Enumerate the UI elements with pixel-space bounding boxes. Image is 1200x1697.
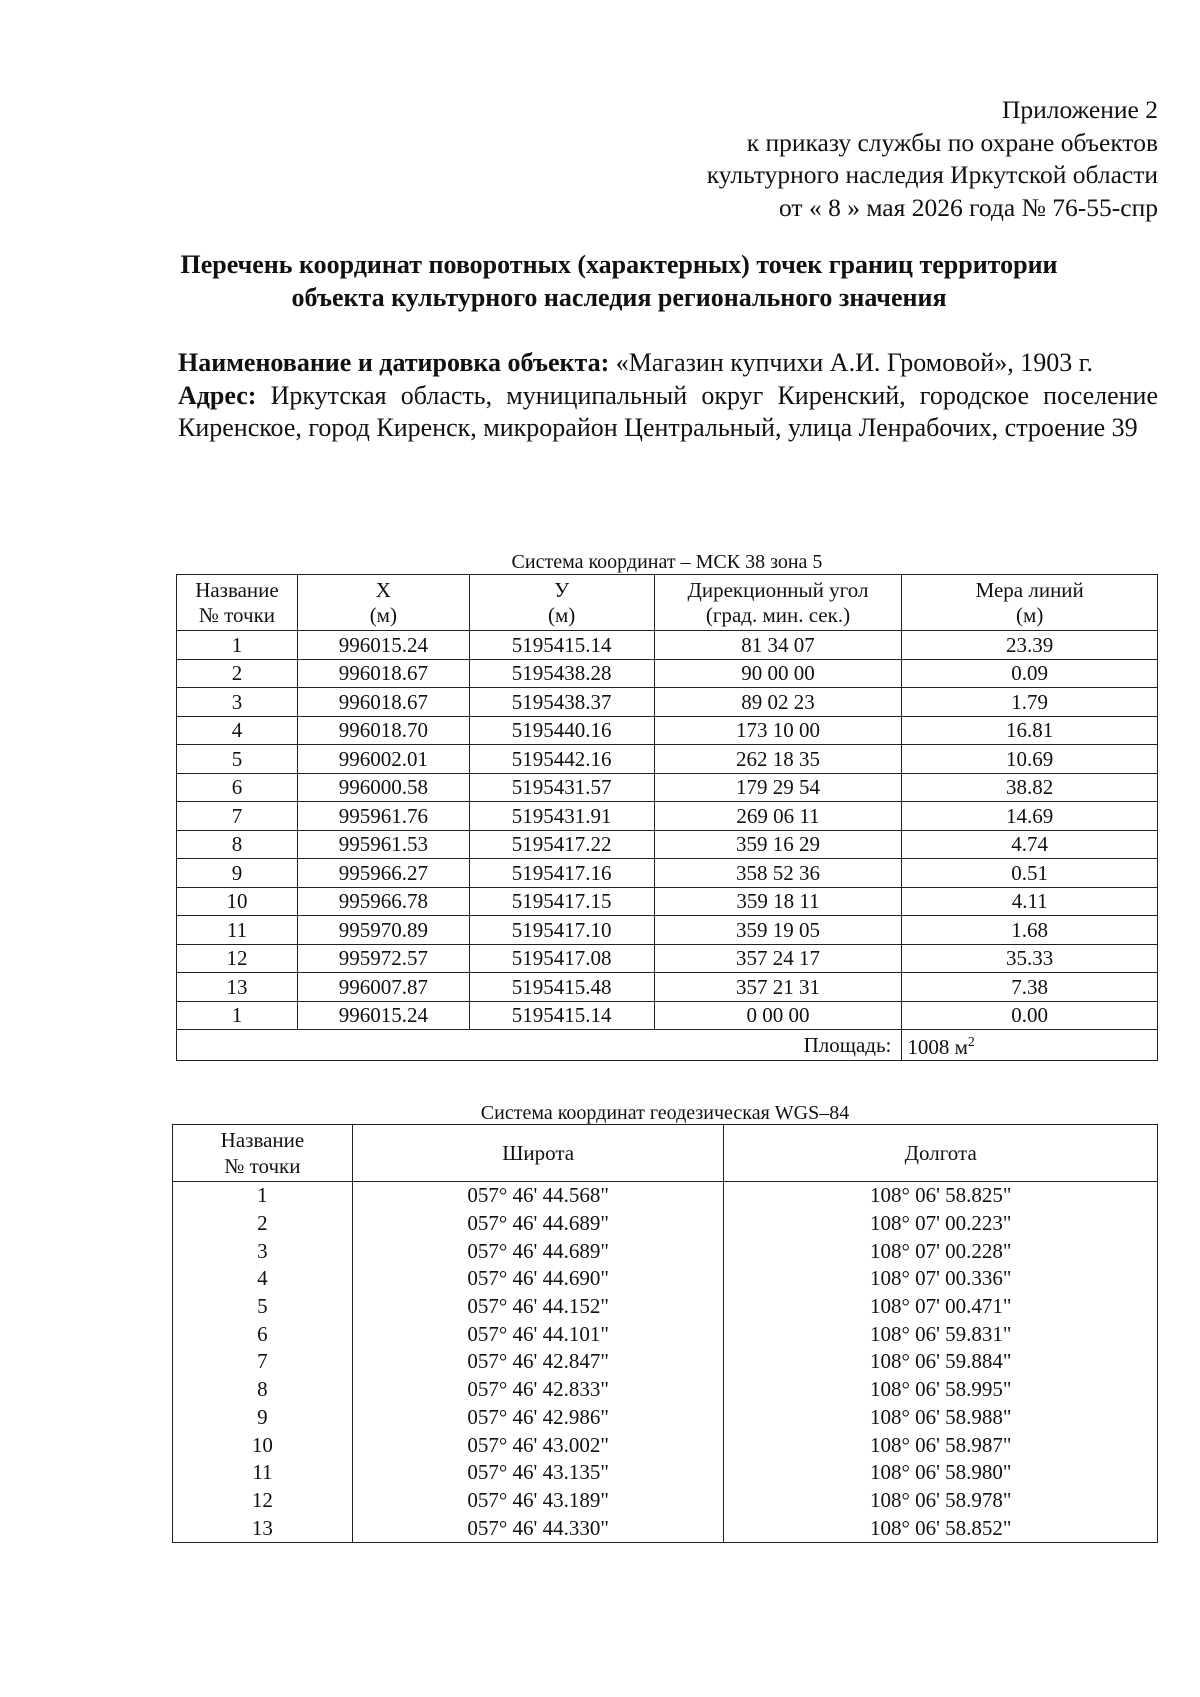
wgs-table-row — [173, 1320, 1158, 1348]
line-length-cell: 0.09 — [902, 659, 1158, 688]
object-name-paragraph — [178, 347, 1158, 380]
direction-angle-cell: 262 18 35 — [654, 745, 902, 774]
direction-angle-cell: 179 29 54 — [654, 773, 902, 802]
wgs-header-point: Название № точки — [173, 1125, 353, 1182]
x-coordinate-cell: 996018.67 — [297, 659, 469, 688]
line-length-cell: 16.81 — [902, 716, 1158, 745]
appendix-line-4: от « 8 » мая 2026 года № 76-55-спр — [779, 192, 1158, 222]
point-number-cell: 4 — [177, 716, 298, 745]
wgs-table-row — [173, 1237, 1158, 1265]
x-coordinate-cell: 996000.58 — [297, 773, 469, 802]
wgs-table-row — [173, 1265, 1158, 1293]
latitude-cell: 057° 46' 44.690" — [352, 1265, 724, 1293]
wgs-table-row — [173, 1404, 1158, 1432]
appendix-line-3: культурного наследия Иркутской области — [706, 160, 1158, 189]
point-number-cell: 10 — [173, 1431, 353, 1459]
appendix-header — [707, 94, 1158, 224]
wgs-table-row — [173, 1431, 1158, 1459]
direction-angle-cell: 269 06 11 — [654, 802, 902, 831]
msk-header-x: X (м) — [297, 575, 469, 631]
point-number-cell: 3 — [173, 1237, 353, 1265]
wgs-table-body — [173, 1182, 1158, 1543]
title-line-1: Перечень координат поворотных (характерных) точек границ территории — [180, 250, 1058, 279]
y-coordinate-cell: 5195415.48 — [469, 973, 654, 1002]
area-unit-power: 2 — [967, 1035, 975, 1050]
msk-table-row — [177, 659, 1158, 688]
point-number-cell: 1 — [177, 631, 298, 660]
point-number-cell: 2 — [177, 659, 298, 688]
latitude-cell: 057° 46' 44.568" — [352, 1182, 724, 1210]
line-length-cell: 23.39 — [902, 631, 1158, 660]
longitude-cell: 108° 06' 58.978" — [724, 1487, 1158, 1515]
wgs-table-row — [173, 1348, 1158, 1376]
object-info — [178, 347, 1158, 445]
latitude-cell: 057° 46' 44.152" — [352, 1293, 724, 1321]
object-name-value: «Магазин купчихи А.И. Громовой», 1903 г. — [615, 348, 1093, 377]
latitude-cell: 057° 46' 42.833" — [352, 1376, 724, 1404]
point-number-cell: 9 — [177, 859, 298, 888]
msk-table-row — [177, 830, 1158, 859]
msk-header-length: Мера линий (м) — [902, 575, 1158, 631]
appendix-line-1: Приложение 2 — [1002, 95, 1158, 124]
latitude-cell: 057° 46' 43.189" — [352, 1487, 724, 1515]
area-number: 1008 м — [907, 1035, 968, 1059]
point-number-cell: 6 — [177, 773, 298, 802]
wgs-table-row — [173, 1182, 1158, 1210]
longitude-cell: 108° 07' 00.336" — [724, 1265, 1158, 1293]
latitude-cell: 057° 46' 44.689" — [352, 1210, 724, 1238]
x-coordinate-cell: 996007.87 — [297, 973, 469, 1002]
msk-header-point: Название № точки — [177, 575, 298, 631]
document-title — [140, 248, 1098, 314]
y-coordinate-cell: 5195440.16 — [469, 716, 654, 745]
latitude-cell: 057° 46' 42.986" — [352, 1404, 724, 1432]
longitude-cell: 108° 06' 58.995" — [724, 1376, 1158, 1404]
direction-angle-cell: 89 02 23 — [654, 688, 902, 717]
latitude-cell: 057° 46' 44.689" — [352, 1237, 724, 1265]
wgs-table-row — [173, 1487, 1158, 1515]
x-coordinate-cell: 995966.27 — [297, 859, 469, 888]
line-length-cell: 4.74 — [902, 830, 1158, 859]
msk-area-row — [177, 1030, 1158, 1061]
wgs-table-row — [173, 1514, 1158, 1542]
object-address-value: Иркутская область, муниципальный округ Киренский, городское поселение Киренское, город Киренск, микрорайон Центральный, улица Ленрабочих, строение 39 — [178, 380, 1159, 442]
x-coordinate-cell: 995972.57 — [297, 944, 469, 973]
wgs-header-latitude: Широта — [352, 1125, 724, 1182]
wgs-table-caption: Система координат геодезическая WGS–84 — [480, 1102, 850, 1124]
x-coordinate-cell: 995961.53 — [297, 830, 469, 859]
point-number-cell: 12 — [173, 1487, 353, 1515]
direction-angle-cell: 357 24 17 — [654, 944, 902, 973]
latitude-cell: 057° 46' 42.847" — [352, 1348, 724, 1376]
direction-angle-cell: 81 34 07 — [654, 631, 902, 660]
area-value — [902, 1030, 1158, 1061]
point-number-cell: 7 — [173, 1348, 353, 1376]
point-number-cell: 4 — [173, 1265, 353, 1293]
y-coordinate-cell: 5195431.57 — [469, 773, 654, 802]
point-number-cell: 8 — [177, 830, 298, 859]
point-number-cell: 13 — [177, 973, 298, 1002]
point-number-cell: 5 — [177, 745, 298, 774]
object-address-paragraph — [178, 380, 1158, 445]
y-coordinate-cell: 5195438.37 — [469, 688, 654, 717]
point-number-cell: 6 — [173, 1320, 353, 1348]
line-length-cell: 4.11 — [902, 887, 1158, 916]
msk-header-y: У (м) — [469, 575, 654, 631]
msk-table-row — [177, 973, 1158, 1002]
msk-table-row — [177, 631, 1158, 660]
y-coordinate-cell: 5195417.22 — [469, 830, 654, 859]
line-length-cell: 7.38 — [902, 973, 1158, 1002]
longitude-cell: 108° 07' 00.228" — [724, 1237, 1158, 1265]
x-coordinate-cell: 995961.76 — [297, 802, 469, 831]
latitude-cell: 057° 46' 43.002" — [352, 1431, 724, 1459]
wgs-header-row — [173, 1125, 1158, 1182]
direction-angle-cell: 358 52 36 — [654, 859, 902, 888]
x-coordinate-cell: 996018.67 — [297, 688, 469, 717]
point-number-cell: 12 — [177, 944, 298, 973]
area-label: Площадь: — [177, 1030, 902, 1061]
point-number-cell: 7 — [177, 802, 298, 831]
x-coordinate-cell: 995970.89 — [297, 916, 469, 945]
longitude-cell: 108° 06' 59.831" — [724, 1320, 1158, 1348]
longitude-cell: 108° 07' 00.471" — [724, 1293, 1158, 1321]
line-length-cell: 0.00 — [902, 1001, 1158, 1030]
msk-table-row — [177, 716, 1158, 745]
longitude-cell: 108° 06' 59.884" — [724, 1348, 1158, 1376]
x-coordinate-cell: 995966.78 — [297, 887, 469, 916]
title-line-2: объекта культурного наследия регионального значения — [291, 283, 947, 312]
point-number-cell: 1 — [177, 1001, 298, 1030]
y-coordinate-cell: 5195431.91 — [469, 802, 654, 831]
msk-table-row — [177, 773, 1158, 802]
point-number-cell: 5 — [173, 1293, 353, 1321]
line-length-cell: 1.79 — [902, 688, 1158, 717]
y-coordinate-cell: 5195438.28 — [469, 659, 654, 688]
y-coordinate-cell: 5195417.16 — [469, 859, 654, 888]
point-number-cell: 11 — [173, 1459, 353, 1487]
longitude-cell: 108° 07' 00.223" — [724, 1210, 1158, 1238]
wgs-coordinates-table — [172, 1124, 1158, 1543]
line-length-cell: 38.82 — [902, 773, 1158, 802]
msk-header-angle: Дирекционный угол (град. мин. сек.) — [654, 575, 902, 631]
wgs-table-row — [173, 1210, 1158, 1238]
msk-table-row — [177, 745, 1158, 774]
longitude-cell: 108° 06' 58.988" — [724, 1404, 1158, 1432]
point-number-cell: 13 — [173, 1514, 353, 1542]
direction-angle-cell: 0 00 00 — [654, 1001, 902, 1030]
msk-table-row — [177, 887, 1158, 916]
msk-table-body — [177, 631, 1158, 1030]
object-name-label: Наименование и датировка объекта: — [178, 348, 610, 377]
point-number-cell: 1 — [173, 1182, 353, 1210]
line-length-cell: 35.33 — [902, 944, 1158, 973]
x-coordinate-cell: 996015.24 — [297, 1001, 469, 1030]
point-number-cell: 3 — [177, 688, 298, 717]
appendix-line-2: к приказу службы по охране объектов — [746, 127, 1158, 157]
point-number-cell: 2 — [173, 1210, 353, 1238]
y-coordinate-cell: 5195417.08 — [469, 944, 654, 973]
direction-angle-cell: 173 10 00 — [654, 716, 902, 745]
msk-table-row — [177, 859, 1158, 888]
direction-angle-cell: 359 18 11 — [654, 887, 902, 916]
msk-table-row — [177, 688, 1158, 717]
wgs-header-longitude: Долгота — [724, 1125, 1158, 1182]
x-coordinate-cell: 996018.70 — [297, 716, 469, 745]
msk-table-row — [177, 944, 1158, 973]
direction-angle-cell: 357 21 31 — [654, 973, 902, 1002]
msk-table-caption: Система координат – МСК 38 зона 5 — [511, 551, 823, 573]
longitude-cell: 108° 06' 58.987" — [724, 1431, 1158, 1459]
direction-angle-cell: 359 16 29 — [654, 830, 902, 859]
longitude-cell: 108° 06' 58.980" — [724, 1459, 1158, 1487]
point-number-cell: 9 — [173, 1404, 353, 1432]
line-length-cell: 0.51 — [902, 859, 1158, 888]
object-address-label: Адрес: — [178, 380, 257, 410]
line-length-cell: 1.68 — [902, 916, 1158, 945]
msk-coordinates-table — [176, 574, 1158, 1061]
latitude-cell: 057° 46' 43.135" — [352, 1459, 724, 1487]
longitude-cell: 108° 06' 58.852" — [724, 1514, 1158, 1542]
direction-angle-cell: 359 19 05 — [654, 916, 902, 945]
line-length-cell: 14.69 — [902, 802, 1158, 831]
point-number-cell: 10 — [177, 887, 298, 916]
y-coordinate-cell: 5195415.14 — [469, 1001, 654, 1030]
point-number-cell: 11 — [177, 916, 298, 945]
msk-table-row — [177, 916, 1158, 945]
msk-header-row — [177, 575, 1158, 631]
x-coordinate-cell: 996015.24 — [297, 631, 469, 660]
latitude-cell: 057° 46' 44.101" — [352, 1320, 724, 1348]
y-coordinate-cell: 5195415.14 — [469, 631, 654, 660]
line-length-cell: 10.69 — [902, 745, 1158, 774]
wgs-table-row — [173, 1293, 1158, 1321]
y-coordinate-cell: 5195417.10 — [469, 916, 654, 945]
longitude-cell: 108° 06' 58.825" — [724, 1182, 1158, 1210]
y-coordinate-cell: 5195417.15 — [469, 887, 654, 916]
x-coordinate-cell: 996002.01 — [297, 745, 469, 774]
wgs-table-row — [173, 1459, 1158, 1487]
msk-table-row — [177, 1001, 1158, 1030]
y-coordinate-cell: 5195442.16 — [469, 745, 654, 774]
direction-angle-cell: 90 00 00 — [654, 659, 902, 688]
wgs-table-row — [173, 1376, 1158, 1404]
latitude-cell: 057° 46' 44.330" — [352, 1514, 724, 1542]
point-number-cell: 8 — [173, 1376, 353, 1404]
msk-table-row — [177, 802, 1158, 831]
